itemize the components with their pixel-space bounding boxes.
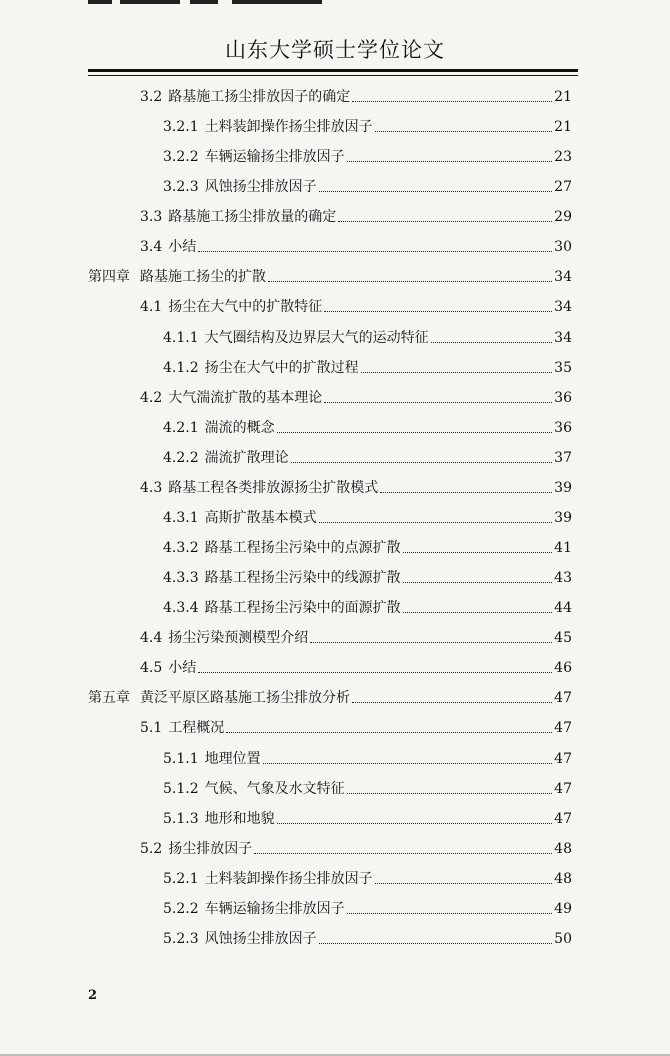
toc-entry-label <box>140 389 322 407</box>
toc-leader-dots <box>268 281 552 282</box>
toc-entry[interactable] <box>163 780 572 798</box>
toc-entry-page: 41 <box>554 540 572 557</box>
toc-entry-number: 第五章 <box>88 690 130 707</box>
toc-entry-page: 46 <box>554 660 572 677</box>
toc-entry-label <box>140 88 350 106</box>
toc-entry-label <box>88 268 266 286</box>
toc-entry-title: 车辆运输扬尘排放因子 <box>204 900 345 917</box>
toc-entry-title: 路基施工扬尘排放量的确定 <box>168 209 337 226</box>
toc-entry-number: 4.1.1 <box>163 329 199 346</box>
toc-entry-title: 风蚀扬尘排放因子 <box>204 930 317 947</box>
toc-entry[interactable] <box>140 208 572 226</box>
header-rule-thick <box>88 69 578 72</box>
toc-entry-label <box>88 689 350 707</box>
toc-entry[interactable] <box>163 359 572 377</box>
toc-entry-number: 4.1 <box>140 299 163 316</box>
toc-entry-page: 36 <box>554 389 572 406</box>
toc-entry-number: 5.2 <box>140 840 163 857</box>
toc-leader-dots <box>324 311 552 312</box>
toc-entry-label <box>163 148 345 166</box>
toc-entry[interactable] <box>163 810 572 828</box>
toc-entry-page: 36 <box>554 419 572 436</box>
toc-entry-number: 3.2.3 <box>163 179 199 196</box>
toc-entry-number: 5.1.1 <box>163 750 199 767</box>
toc-entry-page: 35 <box>554 359 572 376</box>
toc-entry[interactable] <box>140 659 572 677</box>
toc-entry-number: 4.3 <box>140 479 163 496</box>
toc-entry[interactable] <box>163 569 572 587</box>
toc-leader-dots <box>403 582 553 583</box>
toc-entry-title: 路基工程扬尘污染中的线源扩散 <box>204 570 401 587</box>
toc-entry[interactable] <box>163 329 572 347</box>
toc-entry-title: 路基工程各类排放源扬尘扩散模式 <box>168 479 379 496</box>
toc-entry-page: 47 <box>554 810 572 827</box>
toc-entry-title: 土料装卸操作扬尘排放因子 <box>204 119 373 136</box>
toc-leader-dots <box>352 101 552 102</box>
toc-entry[interactable] <box>140 479 572 497</box>
toc-entry-label <box>140 659 196 677</box>
toc-leader-dots <box>380 492 552 493</box>
toc-entry-label <box>163 599 401 617</box>
toc-leader-dots <box>375 883 553 884</box>
toc-leader-dots <box>226 732 552 733</box>
toc-entry-title: 湍流的概念 <box>204 419 275 436</box>
toc-entry-page: 47 <box>554 780 572 797</box>
toc-leader-dots <box>277 823 553 824</box>
toc-entry-page: 47 <box>554 720 572 737</box>
toc-entry-label <box>163 509 317 527</box>
toc-entry-number: 4.3.2 <box>163 540 199 557</box>
toc-entry-label <box>140 298 322 316</box>
toc-entry-label <box>140 238 196 256</box>
toc-entry-title: 小结 <box>168 660 197 677</box>
toc-leader-dots <box>375 131 553 132</box>
toc-entry-label <box>163 750 261 768</box>
toc-entry-page: 34 <box>554 299 572 316</box>
toc-leader-dots <box>403 552 553 553</box>
running-header-title: 山东大学硕士学位论文 <box>225 38 445 62</box>
toc-entry-title: 扬尘在大气中的扩散过程 <box>204 359 359 376</box>
toc-entry-title: 高斯扩散基本模式 <box>204 509 317 526</box>
toc-leader-dots <box>361 372 553 373</box>
toc-entry-label <box>140 208 336 226</box>
toc-entry-label <box>163 539 401 557</box>
toc-entry-title: 风蚀扬尘排放因子 <box>204 179 317 196</box>
toc-entry-page: 34 <box>554 329 572 346</box>
toc-entry-page: 37 <box>554 449 572 466</box>
toc-entry[interactable] <box>163 599 572 617</box>
toc-entry-page: 45 <box>554 630 572 647</box>
toc-entry[interactable] <box>163 750 572 768</box>
toc-leader-dots <box>291 462 553 463</box>
toc-entry-number: 5.2.3 <box>163 930 199 947</box>
toc-leader-dots <box>324 402 552 403</box>
toc-entry[interactable] <box>88 689 572 707</box>
toc-entry[interactable] <box>163 539 572 557</box>
toc-entry-page: 47 <box>554 690 572 707</box>
toc-leader-dots <box>319 191 553 192</box>
toc-entry-number: 3.4 <box>140 239 163 256</box>
toc-entry[interactable] <box>140 238 572 256</box>
toc-entry-label <box>163 359 359 377</box>
toc-entry[interactable] <box>140 298 572 316</box>
toc-entry-number: 3.2.1 <box>163 119 199 136</box>
toc-leader-dots <box>347 793 553 794</box>
toc-entry-title: 地形和地貌 <box>204 810 275 827</box>
toc-leader-dots <box>310 642 552 643</box>
toc-entry-label <box>163 900 345 918</box>
toc-entry-title: 路基施工扬尘排放因子的确定 <box>168 89 351 105</box>
toc-entry-number: 3.2.2 <box>163 149 199 166</box>
toc-entry-number: 5.1 <box>140 720 163 737</box>
toc-entry-number: 5.2.2 <box>163 900 199 917</box>
scan-artifact-top <box>0 0 670 8</box>
toc-entry-label <box>163 329 429 347</box>
header-rule-thin <box>88 75 578 76</box>
toc-entry[interactable] <box>163 419 572 437</box>
toc-entry-title: 小结 <box>168 239 197 256</box>
toc-entry-title: 湍流扩散理论 <box>204 449 289 466</box>
page-number: 2 <box>88 988 98 1003</box>
toc-entry-title: 土料装卸操作扬尘排放因子 <box>204 870 373 887</box>
toc-entry[interactable] <box>140 88 572 106</box>
toc-leader-dots <box>319 522 553 523</box>
toc-leader-dots <box>198 251 552 252</box>
toc-entry[interactable] <box>140 389 572 407</box>
toc-entry[interactable] <box>163 178 572 196</box>
toc-entry-page: 48 <box>554 840 572 857</box>
toc-entry-title: 大气圈结构及边界层大气的运动特征 <box>204 329 429 346</box>
toc-entry-label <box>163 419 275 437</box>
toc-entry-label <box>163 870 373 888</box>
toc-entry[interactable] <box>163 148 572 166</box>
toc-entry-number: 4.2.2 <box>163 449 199 466</box>
toc-entry-number: 第四章 <box>88 269 130 286</box>
toc-entry-page: 50 <box>554 930 572 947</box>
toc-entry-label <box>163 780 345 798</box>
toc-entry[interactable] <box>140 719 572 737</box>
toc-entry-number: 4.3.1 <box>163 509 199 526</box>
toc-entry-number: 4.3.4 <box>163 600 199 617</box>
toc-entry-number: 4.3.3 <box>163 570 199 587</box>
toc-entry-title: 扬尘排放因子 <box>168 840 253 857</box>
toc-entry[interactable] <box>88 268 572 286</box>
toc-entry-page: 49 <box>554 900 572 917</box>
toc-entry-title: 大气湍流扩散的基本理论 <box>168 389 323 406</box>
toc-leader-dots <box>431 342 553 343</box>
toc-entry-title: 扬尘污染预测模型介绍 <box>168 630 309 647</box>
toc-entry-page: 29 <box>554 209 572 226</box>
toc-leader-dots <box>352 702 552 703</box>
toc-entry-label <box>163 930 317 948</box>
toc-entry-page: 34 <box>554 269 572 286</box>
toc-entry-label <box>163 449 289 467</box>
toc-entry-label <box>140 840 252 858</box>
toc-entry-title: 扬尘在大气中的扩散特征 <box>168 299 323 316</box>
toc-entry-number: 4.2 <box>140 389 163 406</box>
toc-entry-number: 3.2 <box>140 89 163 105</box>
toc-entry-label <box>140 719 224 737</box>
toc-entry-page: 44 <box>554 600 572 617</box>
toc-leader-dots <box>347 913 553 914</box>
toc-entry-page: 21 <box>554 89 572 105</box>
toc-entry-page: 48 <box>554 870 572 887</box>
toc-entry-number: 3.3 <box>140 209 163 226</box>
toc-leader-dots <box>254 853 552 854</box>
toc-entry[interactable] <box>163 449 572 467</box>
toc-entry[interactable] <box>163 930 572 948</box>
toc-entry-title: 黄泛平原区路基施工扬尘排放分析 <box>140 690 350 707</box>
toc-entry-number: 4.2.1 <box>163 419 199 436</box>
toc-leader-dots <box>263 763 553 764</box>
toc-entry-title: 路基工程扬尘污染中的面源扩散 <box>204 600 401 617</box>
toc-entry[interactable] <box>163 509 572 527</box>
toc-entry-number: 4.4 <box>140 630 163 647</box>
toc-entry-page: 47 <box>554 750 572 767</box>
toc-entry-page: 39 <box>554 479 572 496</box>
toc-leader-dots <box>277 432 553 433</box>
toc-entry-page: 30 <box>554 239 572 256</box>
toc-entry-label <box>163 118 373 136</box>
toc-entry-title: 路基工程扬尘污染中的点源扩散 <box>204 540 401 557</box>
toc-entry-number: 5.1.2 <box>163 780 199 797</box>
toc-entry-title: 工程概况 <box>168 720 225 737</box>
toc-entry-title: 地理位置 <box>204 750 261 767</box>
toc-entry[interactable] <box>163 118 572 136</box>
toc-entry-title: 气候、气象及水文特征 <box>204 780 345 797</box>
toc-entry-label <box>163 178 317 196</box>
toc-entry-label <box>163 569 401 587</box>
toc-entry-page: 21 <box>554 119 572 136</box>
toc-entry-label <box>140 629 308 647</box>
toc-entry-number: 5.1.3 <box>163 810 199 827</box>
toc-entry-number: 5.2.1 <box>163 870 199 887</box>
toc-entry[interactable] <box>140 840 572 858</box>
toc-entry-title: 路基施工扬尘的扩散 <box>140 269 266 286</box>
toc-leader-dots <box>319 943 553 944</box>
toc-leader-dots <box>347 161 553 162</box>
toc-leader-dots <box>198 672 552 673</box>
toc-entry-page: 43 <box>554 570 572 587</box>
toc-entry-title: 车辆运输扬尘排放因子 <box>204 149 345 166</box>
toc-entry[interactable] <box>163 900 572 918</box>
toc-entry[interactable] <box>140 629 572 647</box>
toc-entry-page: 27 <box>554 179 572 196</box>
toc-leader-dots <box>403 612 553 613</box>
toc-entry-page: 39 <box>554 509 572 526</box>
toc-entry[interactable] <box>163 870 572 888</box>
toc-entry-number: 4.1.2 <box>163 359 199 376</box>
toc-entry-number: 4.5 <box>140 660 163 677</box>
toc-leader-dots <box>338 221 552 222</box>
toc-entry-label <box>163 810 275 828</box>
toc-entry-page: 23 <box>554 149 572 166</box>
toc-entry-label <box>140 479 378 497</box>
